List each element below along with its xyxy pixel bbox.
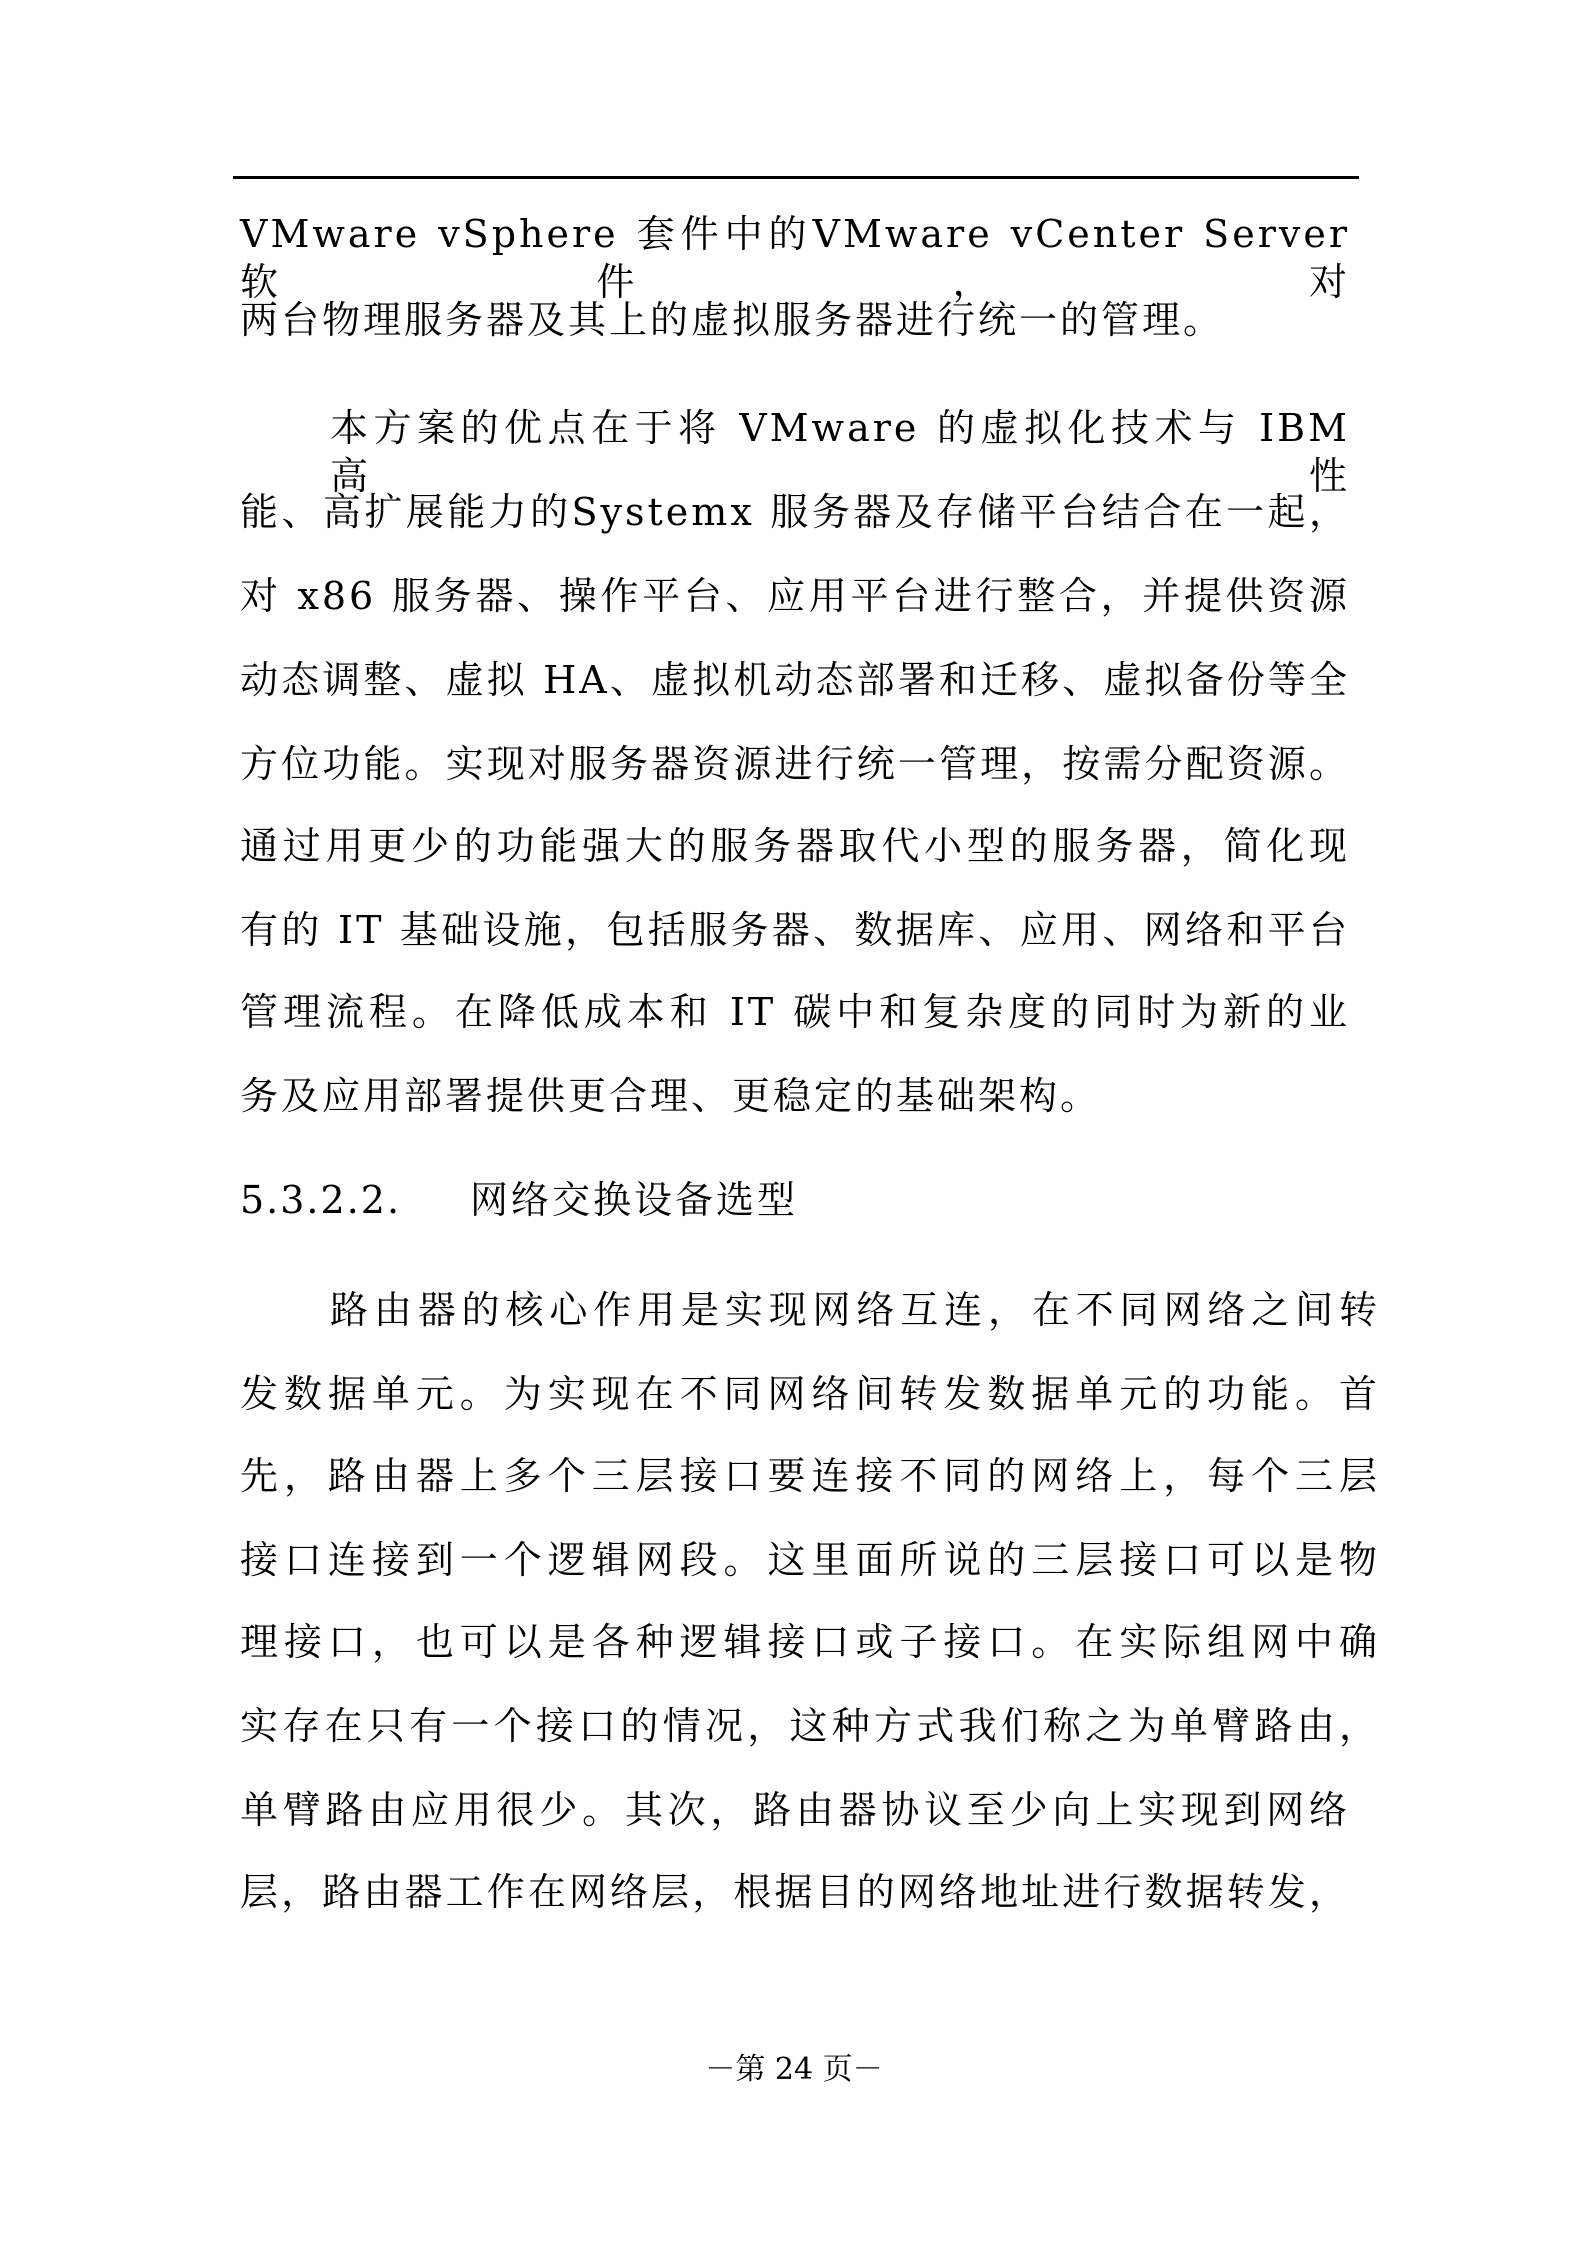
text-line: 对 x86 服务器、操作平台、应用平台进行整合，并提供资源 [240,574,1350,618]
text-line: 能、高扩展能力的Systemx 服务器及存储平台结合在一起， [240,490,1350,534]
text-line: 发数据单元。为实现在不同网络间转发数据单元的功能。首 [240,1372,1380,1416]
text-line: 路由器的核心作用是实现网络互连，在不同网络之间转 [330,1288,1380,1332]
text-line: 务及应用部署提供更合理、更稳定的基础架构。 [240,1074,1102,1118]
page-number-footer: －第 24 页－ [705,2052,883,2087]
text-line: VMware vSphere 套件中的VMware vCenter Server 软件，对 [240,212,1350,304]
text-line: 接口连接到一个逻辑网段。这里面所说的三层接口可以是物 [240,1538,1380,1582]
text-line: 层，路由器工作在网络层，根据目的网络地址进行数据转发， [240,1870,1350,1914]
header-rule [233,176,1359,179]
text-line: 动态调整、虚拟 HA、虚拟机动态部署和迁移、虚拟备份等全 [240,658,1350,702]
text-line: 先，路由器上多个三层接口要连接不同的网络上，每个三层 [240,1454,1380,1498]
text-line: 单臂路由应用很少。其次，路由器协议至少向上实现到网络 [240,1788,1350,1832]
text-line: 实存在只有一个接口的情况，这种方式我们称之为单臂路由， [240,1704,1380,1748]
section-title: 网络交换设备选型 [470,1178,799,1222]
text-line: 有的 IT 基础设施，包括服务器、数据库、应用、网络和平台 [240,908,1350,952]
section-number: 5.3.2.2. [240,1178,402,1222]
text-line: 本方案的优点在于将 VMware 的虚拟化技术与 IBM 高性 [330,406,1350,498]
text-line: 两台物理服务器及其上的虚拟服务器进行统一的管理。 [240,298,1225,342]
text-line: 管理流程。在降低成本和 IT 碳中和复杂度的同时为新的业 [240,990,1350,1034]
text-line: 方位功能。实现对服务器资源进行统一管理，按需分配资源。 [240,742,1350,786]
text-line: 理接口，也可以是各种逻辑接口或子接口。在实际组网中确 [240,1620,1380,1664]
text-line: 通过用更少的功能强大的服务器取代小型的服务器，简化现 [240,824,1350,868]
